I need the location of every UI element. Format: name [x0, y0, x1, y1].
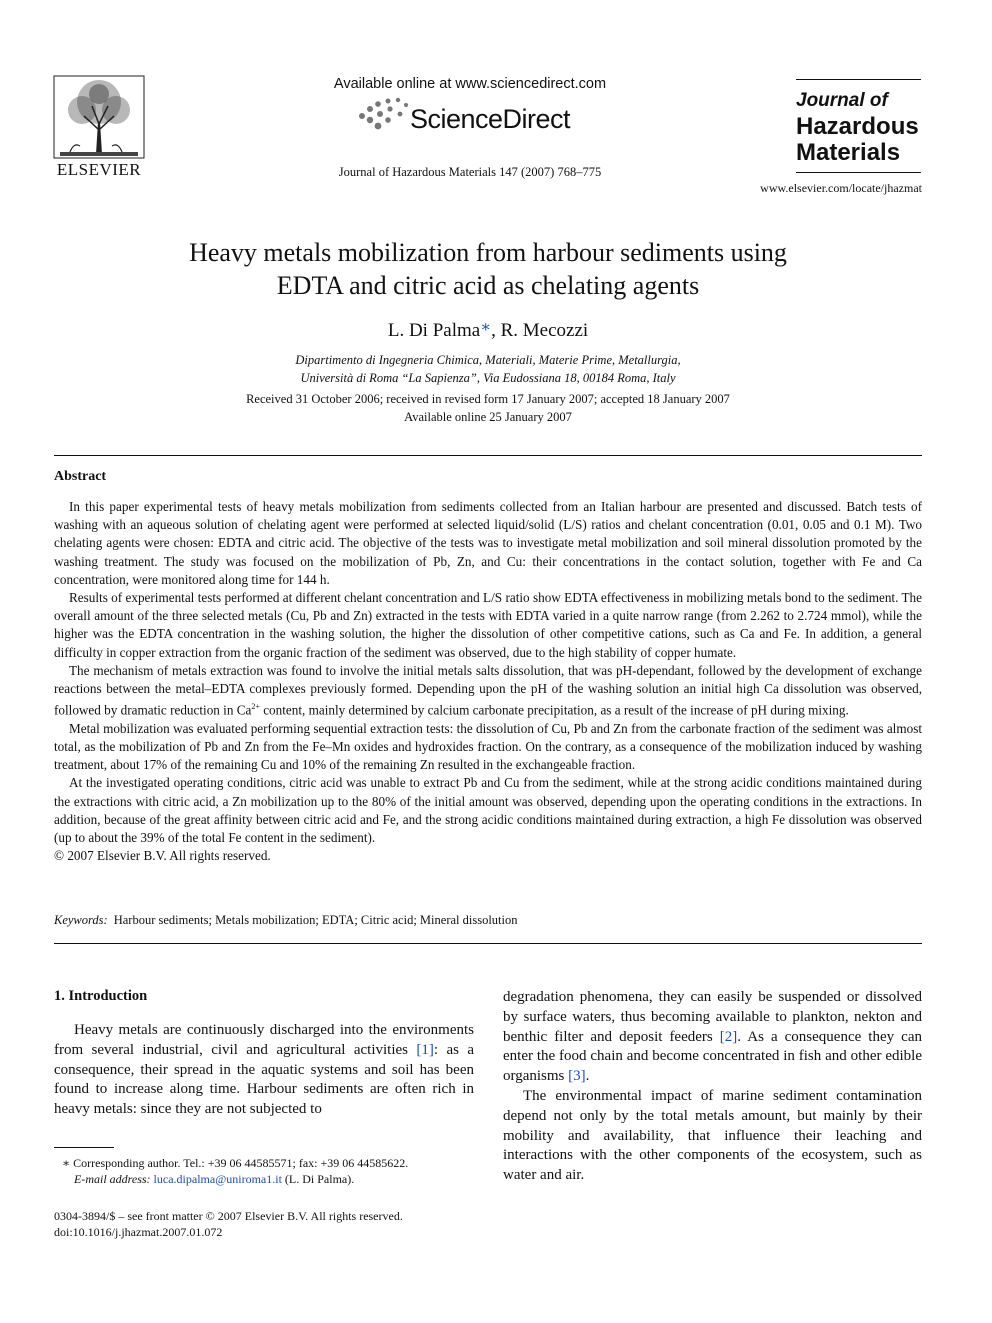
- corresponding-mark[interactable]: ∗: [480, 319, 492, 336]
- available-online[interactable]: Available online at www.sciencedirect.com: [333, 76, 607, 92]
- abstract-paragraph: Results of experimental tests performed at different chelant concentration and L/S ratio show EDTA effectiveness in mobilizing metals bond to the sediment. The overall amount of the three selected metals (Cu, Pb and Zn) extracted in the tests with EDTA varied in a quite narrow range (from 2.262 to 2.724 mmol), while the higher was the EDTA concentration in the washing solution, the higher the dissolution of other competitive cations, such as Ca and Fe. In addition, a general difficulty in copper extraction from the organic fraction of the sediment was observed, due to the high stability of copper humate.: [54, 590, 922, 660]
- available-date: Available online 25 January 2007: [404, 410, 572, 424]
- column-right: [503, 988, 922, 1186]
- article-dates: [100, 390, 876, 426]
- affiliation: [100, 351, 876, 387]
- column-left: [54, 988, 474, 1120]
- journal-logo-line3: Materials: [796, 139, 901, 166]
- article-title: [100, 236, 876, 302]
- abstract-paragraph: At the investigated operating conditions, citric acid was unable to extract Pb and Cu from the sediment, while at the strong acidic conditions maintained during the extractions with citric acid, a Zn mobilization up to the 80% of the initial amount was observed, depending upon the operating conditions in the extractions. In addition, because of the great affinity between citric acid and Fe, and the strong acidic conditions maintained during extraction, a high Fe dissolution was observed (up to about the 39% of the total Fe content in the sediment).: [54, 775, 922, 846]
- doi-line: [54, 1224, 474, 1240]
- email-note: [54, 1171, 474, 1187]
- journal-logo-line2: Hazardous: [796, 113, 919, 140]
- author-1[interactable]: L. Di Palma: [387, 320, 481, 341]
- email-label: E-mail address:: [74, 1172, 151, 1186]
- abstract-paragraph: Metal mobilization was evaluated performing sequential extraction tests: the dissolution of Cu, Pb and Zn from the carbonate fraction of the sediment was almost total, as the mobilization of Pb and Zn from the Fe–Mn oxides and hydroxides fraction. On the contrary, as a consequence of the mobilization induced by washing treatment, about 17% of the remaining Cu and 10% of the remaining Zn resulted in the exchangeable fraction.: [54, 720, 922, 773]
- intro-paragraph: [54, 1021, 474, 1120]
- keywords-label: Keywords:: [54, 913, 108, 927]
- journal-logo-rule-top: [796, 79, 921, 80]
- body-text: : as a consequence, their spread in the aquatic systems and soil has been found to increase along time. Harbour sediments are often rich in heavy metals: since they are not subjected to: [54, 1041, 474, 1118]
- footnote: [54, 1155, 474, 1187]
- sciencedirect-dots-icon: [352, 96, 412, 136]
- body-text: Heavy metals are continuously discharged into the environments from several industrial, civil and agricultural activities: [54, 1022, 474, 1058]
- keywords-list: Harbour sediments; Metals mobilization; EDTA; Citric acid; Mineral dissolution: [113, 913, 518, 927]
- front-matter: [54, 1208, 474, 1240]
- keywords: [54, 913, 922, 928]
- abstract-p3-text: The mechanism of metals extraction was found to involve the initial metals salts dissolution, that was pH-dependant, followed by the development of exchange reactions between the metal–EDTA complexes previously formed. Depending upon the pH of the washing solution an initial high Ca dissolution was observed, followed by dramatic reduction in Ca: [54, 662, 922, 718]
- section-heading: 1. Introduction: [54, 988, 148, 1004]
- abstract-paragraph: [54, 662, 922, 720]
- abstract-body: [54, 498, 922, 865]
- intro-paragraph-2: The environmental impact of marine sediment contamination depend not only by the total metals amount, but mainly by their mobility and availability, that influence their leaching and interactions with the other components of the ecosystem, such as water and air.: [503, 1087, 922, 1184]
- divider-bottom: [54, 943, 922, 944]
- doi-label: doi:: [54, 1225, 73, 1239]
- received-dates: Received 31 October 2006; received in revised form 17 January 2007; accepted 18 January 2007: [246, 392, 730, 406]
- footnote-mark: ∗: [62, 1156, 71, 1170]
- copyright: © 2007 Elsevier B.V. All rights reserved.: [54, 848, 271, 864]
- body-text: degradation phenomena, they can easily be suspended or dissolved by surface waters, thus becoming available to plankton, nekton and benthic filter and deposit feeders: [503, 989, 922, 1045]
- doi-link[interactable]: 10.1016/j.jhazmat.2007.01.072: [72, 1225, 223, 1239]
- journal-citation: Journal of Hazardous Materials 147 (2007) 768–775: [338, 165, 602, 179]
- author-2[interactable]: R. Mecozzi: [500, 320, 589, 341]
- sciencedirect-wordmark[interactable]: ScienceDirect: [410, 104, 571, 134]
- affiliation-line-2: Università di Roma “La Sapienza”, Via Eudossiana 18, 00184 Roma, Italy: [300, 371, 676, 385]
- citation-link[interactable]: [3]: [568, 1068, 586, 1085]
- abstract-paragraph: In this paper experimental tests of heavy metals mobilization from sediments collected from an Italian harbour are presented and discussed. Batch tests of washing with an aqueous solution of chelating agent were performed at selected liquid/solid (L/S) ratios and chelant concentration (0.01, 0.05 and 0.1 M). Two chelating agents were chosen: EDTA and citric acid. The objective of the tests was to investigate metal mobilization and soil mineral dissolution promoted by the washing treatment. The study was focused on the mobilization of Pb, Zn, and Cu: their concentrations in the contact solution, together with Fe and Ca concentration, were monitored along time for 144 h.: [54, 499, 922, 587]
- affiliation-line-1: Dipartimento di Ingegneria Chimica, Materiali, Materie Prime, Metallurgia,: [295, 353, 681, 367]
- author-separator: ,: [491, 320, 501, 341]
- authors: [100, 317, 876, 342]
- citation-link[interactable]: [2]: [719, 1028, 738, 1045]
- journal-logo-line1: Journal of: [796, 90, 888, 111]
- abstract-heading: Abstract: [54, 469, 107, 484]
- superscript: 2+: [251, 702, 260, 712]
- publisher-name: ELSEVIER: [56, 160, 142, 179]
- email-link[interactable]: luca.dipalma@uniroma1.it: [153, 1172, 282, 1186]
- footnote-rule: [54, 1147, 114, 1148]
- body-text: .: [585, 1068, 590, 1085]
- journal-logo-rule-bottom: [796, 172, 921, 173]
- citation-link[interactable]: [1]: [416, 1041, 434, 1058]
- corresponding-text: Corresponding author. Tel.: +39 06 44585571; fax: +39 06 44585622.: [70, 1156, 409, 1170]
- title-line-1: Heavy metals mobilization from harbour sediments using: [189, 238, 787, 267]
- intro-paragraph-cont: [503, 988, 922, 1087]
- corresponding-author-note: [54, 1155, 474, 1171]
- email-suffix: (L. Di Palma).: [281, 1172, 355, 1186]
- journal-logo: [796, 88, 936, 166]
- title-line-2: EDTA and citric acid as chelating agents: [276, 271, 700, 300]
- issn-line: 0304-3894/$ – see front matter © 2007 Elsevier B.V. All rights reserved.: [54, 1209, 403, 1223]
- abstract-p3-text: content, mainly determined by calcium carbonate precipitation, as a result of the increase of pH during mixing.: [259, 702, 849, 718]
- divider-top: [54, 455, 922, 456]
- journal-url[interactable]: www.elsevier.com/locate/jhazmat: [760, 181, 922, 195]
- body-text: . As a consequence they can enter the food chain and become concentrated in fish and other edible organisms: [503, 1028, 922, 1085]
